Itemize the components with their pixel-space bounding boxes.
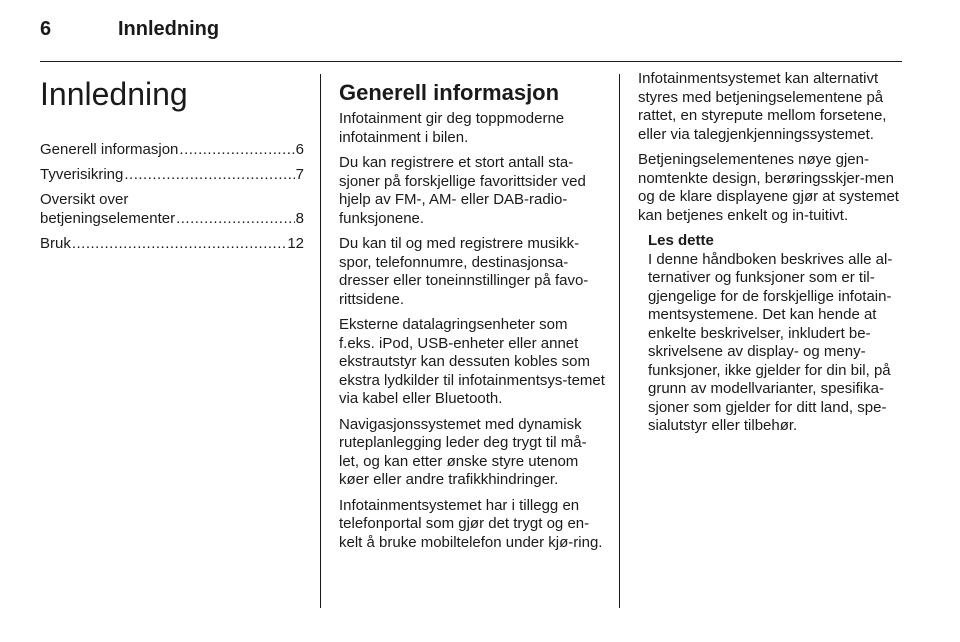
content-column-1: [339, 70, 605, 559]
toc-entry-label: Tyverisikring: [40, 166, 124, 183]
page-number: 6: [40, 18, 52, 40]
column-divider-2: [619, 74, 620, 608]
note-title: Les dette: [648, 232, 714, 249]
note-box: [648, 232, 904, 436]
toc-entry-page: 8: [295, 210, 304, 227]
note-text: I denne håndboken beskrives alle al-ternativer og funksjoner som er til-gjengelige for de forskjellige infotain-mentsystemene. Det kan hende at enkelte beskrivelser, inkludert be-skrivelsene av display- og meny-funksjoner, ikke gjelder for din bil, på grunn av modellvarianter, spesifika-sjoner som gjelder for ditt land, spe-sialutstyr eller tilbehør.: [648, 250, 893, 434]
toc-column: [40, 70, 304, 259]
chapter-title: Innledning: [40, 76, 188, 112]
toc-entry-page: 12: [287, 235, 304, 252]
paragraph: Infotainmentsystemet har i tillegg en telefonportal som gjør det trygt og en-kelt å bruke mobiltelefon under kjø-ring.: [339, 496, 603, 551]
paragraph: Du kan registrere et stort antall sta-sjoner på forskjellige favorittsider ved hjelp av FM-, AM- eller DAB-radio-funksjonene.: [339, 154, 586, 227]
paragraph: Navigasjonssystemet med dynamisk ruteplanlegging leder deg trygt til må-let, og kan etter ønske styre utenom køer eller andre trafikkhindringer.: [339, 415, 587, 488]
toc-entry-oversikt-over-betjeningselementer[interactable]: [40, 190, 304, 228]
paragraph: Eksterne datalagringsenheter som f.eks. iPod, USB-enheter eller annet ekstrautstyr kan dessuten kobles som ekstra lydkilder til infotainmentsys-temet via kabel eller Bluetooth.: [339, 316, 605, 407]
toc-list: [40, 140, 304, 253]
toc-entry-label: Generell informasjon: [40, 141, 179, 158]
toc-leader-dots: [72, 234, 286, 253]
toc-entry-label: Bruk: [40, 235, 71, 252]
toc-leader-dots: [124, 165, 294, 184]
column-divider-1: [320, 74, 321, 608]
toc-leader-dots: [179, 140, 294, 159]
running-title: Innledning: [118, 18, 220, 40]
toc-leader-dots: [176, 209, 295, 228]
toc-entry-bruk[interactable]: [40, 234, 304, 253]
header-rule: [40, 61, 902, 62]
toc-entry-tyverisikring[interactable]: [40, 165, 304, 184]
paragraph: Infotainment gir deg toppmoderne infotainment i bilen.: [339, 110, 565, 146]
content-column-2: [638, 70, 904, 443]
toc-entry-page: 6: [295, 141, 304, 158]
toc-entry-label: Oversikt over betjeningselementer: [40, 191, 176, 227]
paragraph: Betjeningselementenes nøye gjen-nomtenkte design, berøringsskjer-men og de klare displayene gjør at systemet kan betjenes enkelt og in-tuitivt.: [638, 151, 899, 224]
section-title: Generell informasjon: [339, 80, 560, 105]
toc-entry-page: 7: [295, 166, 304, 183]
paragraph: Infotainmentsystemet kan alternativt styres med betjeningselementene på rattet, en styrepute mellom forsetene, eller via talegjenkjenningssystemet.: [638, 70, 887, 143]
toc-entry-generell-informasjon[interactable]: [40, 140, 304, 159]
paragraph: Du kan til og med registrere musikk-spor, telefonnumre, destinasjonsa-dresser eller toneinnstillinger på favo-rittsidene.: [339, 235, 589, 308]
